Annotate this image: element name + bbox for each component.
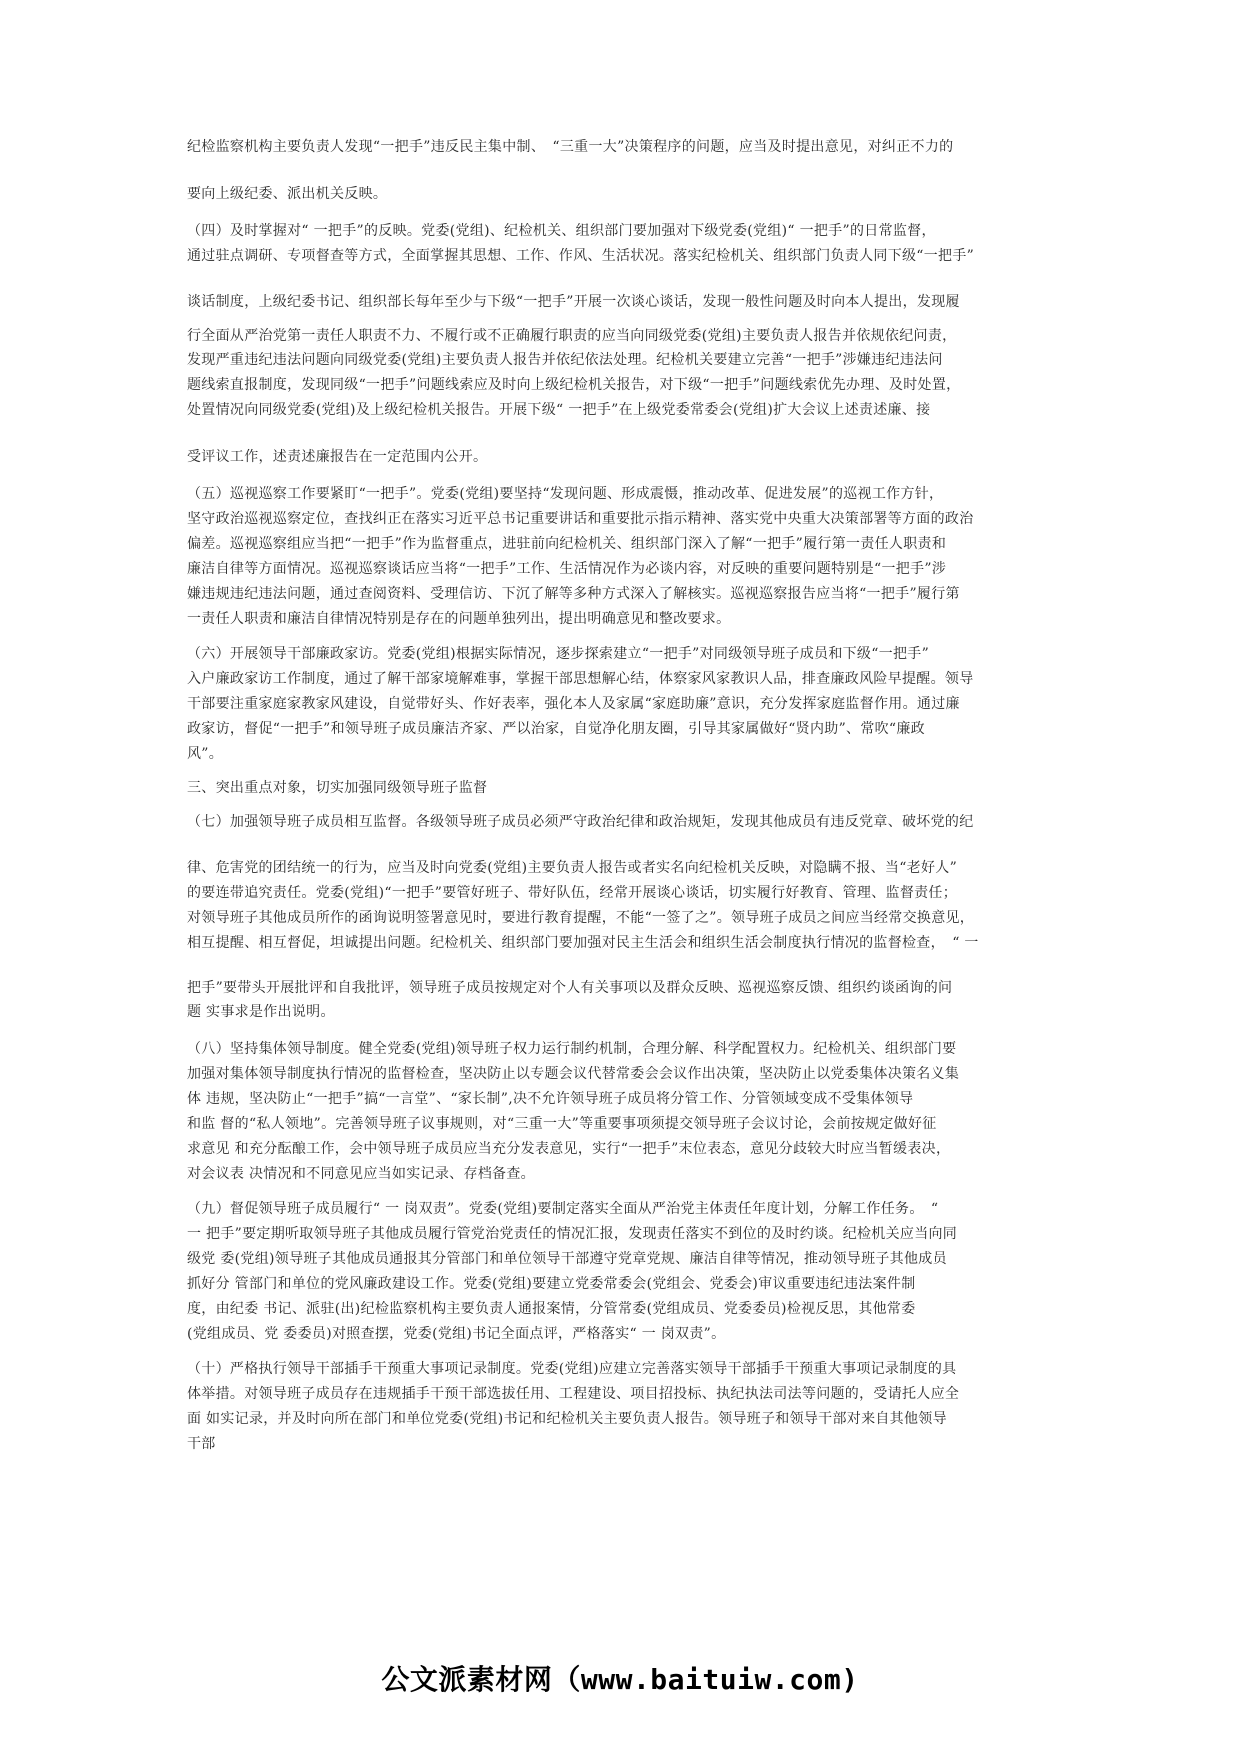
text-line: 把手”要带头开展批评和自我批评，领导班子成员按规定对个人有关事项以及群众反映、巡视巡察反馈、组织约谈函询的问	[187, 980, 953, 996]
text-line: 一 把手”要定期听取领导班子其他成员履行管党治党责任的情况汇报，发现责任落实不到位的及时约谈。纪检机关应当向同	[187, 1226, 958, 1242]
text-line: 抓好分 管部门和单位的党风廉政建设工作。党委(党组)要建立党委常委会(党组会、党委会)审议重要违纪违法案件制	[187, 1276, 916, 1292]
text-line: 政家访，督促“一把手”和领导班子成员廉洁齐家、严以治家，自觉净化朋友圈，引导其家属做好“贤内助”、常吹“廉政	[187, 721, 925, 737]
text-line: 的要连带追究责任。党委(党组)“一把手”要管好班子、带好队伍，经常开展谈心谈话，切实履行好教育、管理、监督责任；	[187, 885, 958, 901]
text-line: 相互提醒、相互督促，坦诚提出问题。纪检机关、组织部门要加强对民主生活会和组织生活会制度执行情况的监督检查， “ 一	[187, 935, 979, 951]
text-line: 处置情况向同级党委(党组)及上级纪检机关报告。开展下级“ 一把手”在上级党委常委会(党组)扩大会议上述责述廉、接	[187, 402, 931, 418]
text-line: 受评议工作，述责述廉报告在一定范围内公开。	[187, 449, 488, 465]
text-line: 对领导班子其他成员所作的函询说明签署意见时，要进行教育提醒，不能“一签了之”。领导班子成员之间应当经常交换意见，	[187, 910, 975, 926]
text-line: 嫌违规违纪违法问题，通过查阅资料、受理信访、下沉了解等多种方式深入了解核实。巡视巡察报告应当将“一把手”履行第	[187, 586, 960, 602]
text-line: 对会议表 决情况和不同意见应当如实记录、存档备查。	[187, 1166, 535, 1182]
text-line: （七）加强领导班子成员相互监督。各级领导班子成员必须严守政治纪律和政治规矩，发现其他成员有违反党章、破坏党的纪	[187, 814, 974, 830]
text-line: 行全面从严治党第一责任人职责不力、不履行或不正确履行职责的应当向同级党委(党组)主要负责人报告并依规依纪问责，	[187, 328, 957, 344]
text-line: 求意见 和充分酝酿工作，会中领导班子成员应当充分发表意见，实行“一把手”末位表态，意见分歧较大时应当暂缓表决，	[187, 1141, 951, 1157]
footer-watermark: 公文派素材网（www.baituiw.com)	[381, 1663, 859, 1696]
text-line: 纪检监察机构主要负责人发现“一把手”违反民主集中制、 “三重一大”决策程序的问题，应当及时提出意见，对纠正不力的	[187, 139, 954, 155]
text-line: 一责任人职责和廉洁自律情况特别是存在的问题单独列出，提出明确意见和整改要求。	[187, 611, 731, 627]
text-line: 体举措。对领导班子成员存在违规插手干预干部选拔任用、工程建设、项目招投标、执纪执法司法等问题的，受请托人应全	[187, 1386, 960, 1402]
text-line: 题 实事求是作出说明。	[187, 1004, 335, 1020]
text-line: 面 如实记录，并及时向所在部门和单位党委(党组)书记和纪检机关主要负责人报告。领导班子和领导干部对来自其他领导	[187, 1411, 947, 1427]
text-line: （八）坚持集体领导制度。健全党委(党组)领导班子权力运行制约机制，合理分解、科学配置权力。纪检机关、组织部门要	[187, 1041, 957, 1057]
text-line: 风”。	[187, 746, 224, 762]
text-line: 入户廉政家访工作制度，通过了解干部家境解难事，掌握干部思想解心结，体察家风家教识人品，排查廉政风险早提醒。领导	[187, 671, 974, 687]
text-line: （十）严格执行领导干部插手干预重大事项记录制度。党委(党组)应建立完善落实领导干部插手干预重大事项记录制度的具	[187, 1361, 957, 1377]
text-line: （四）及时掌握对“ 一把手”的反映。党委(党组)、纪检机关、组织部门要加强对下级党委(党组)“ 一把手”的日常监督，	[187, 223, 936, 239]
text-line: （九）督促领导班子成员履行“ 一 岗双责”。党委(党组)要制定落实全面从严治党主体责任年度计划，分解工作任务。 “	[187, 1201, 939, 1217]
text-line: 谈话制度，上级纪委书记、组织部长每年至少与下级“一把手”开展一次谈心谈话，发现一般性问题及时向本人提出，发现履	[187, 294, 960, 310]
text-line: 级党 委(党组)领导班子其他成员通报其分管部门和单位领导干部遵守党章党规、廉洁自律等情况，推动领导班子其他成员	[187, 1251, 947, 1267]
text-line: 干部要注重家庭家教家风建设，自觉带好头、作好表率，强化本人及家属“家庭助廉”意识，充分发挥家庭监督作用。通过廉	[187, 696, 960, 712]
text-line: 坚守政治巡视巡察定位，查找纠正在落实习近平总书记重要讲话和重要批示指示精神、落实党中央重大决策部署等方面的政治	[187, 511, 974, 527]
text-line: 题线索直报制度，发现同级“一把手”问题线索应及时向上级纪检机关报告，对下级“一把手”问题线索优先办理、及时处置，	[187, 377, 961, 393]
text-line: 和监 督的“私人领地”。完善领导班子议事规则，对“三重一大”等重要事项须提交领导班子会议讨论，会前按规定做好征	[187, 1116, 937, 1132]
text-line: 干部	[187, 1436, 216, 1452]
text-line: 廉洁自律等方面情况。巡视巡察谈话应当将“一把手”工作、生活情况作为必谈内容，对反映的重要问题特别是“一把手”涉	[187, 561, 947, 577]
text-line: 度，由纪委 书记、派驻(出)纪检监察机构主要负责人通报案情，分管常委(党组成员、党委委员)检视反思，其他常委	[187, 1301, 916, 1317]
text-line: 律、危害党的团结统一的行为，应当及时向党委(党组)主要负责人报告或者实名向纪检机关反映，对隐瞒不报、当“老好人”	[187, 860, 958, 876]
text-line: 加强对集体领导制度执行情况的监督检查，坚决防止以专题会议代替常委会会议作出决策，坚决防止以党委集体决策名义集	[187, 1066, 960, 1082]
text-line: 要向上级纪委、派出机关反映。	[187, 186, 388, 202]
text-line: (党组成员、党 委委员)对照查摆，党委(党组)书记全面点评，严格落实“ 一 岗双责”。	[187, 1326, 726, 1342]
text-line: 体 违规，坚决防止“一把手”搞“一言堂”、“家长制”,决不允许领导班子成员将分管工作、分管领域变成不受集体领导	[187, 1091, 914, 1107]
section-heading: 三、突出重点对象，切实加强同级领导班子监督	[187, 780, 488, 796]
text-line: 发现严重违纪违法问题向同级党委(党组)主要负责人报告并依纪依法处理。纪检机关要建立完善“一把手”涉嫌违纪违法问	[187, 352, 943, 368]
text-line: （五）巡视巡察工作要紧盯“一把手”。党委(党组)要坚持“发现问题、形成震慑，推动改革、促进发展”的巡视工作方针，	[187, 486, 944, 502]
text-line: 通过驻点调研、专项督查等方式，全面掌握其思想、工作、作风、生活状况。落实纪检机关、组织部门负责人同下级“一把手”	[187, 248, 975, 264]
text-line: 偏差。巡视巡察组应当把“一把手”作为监督重点，进驻前向纪检机关、组织部门深入了解“一把手”履行第一责任人职责和	[187, 536, 947, 552]
text-line: （六）开展领导干部廉政家访。党委(党组)根据实际情况，逐步探索建立“一把手”对同级领导班子成员和下级“一把手”	[187, 646, 930, 662]
